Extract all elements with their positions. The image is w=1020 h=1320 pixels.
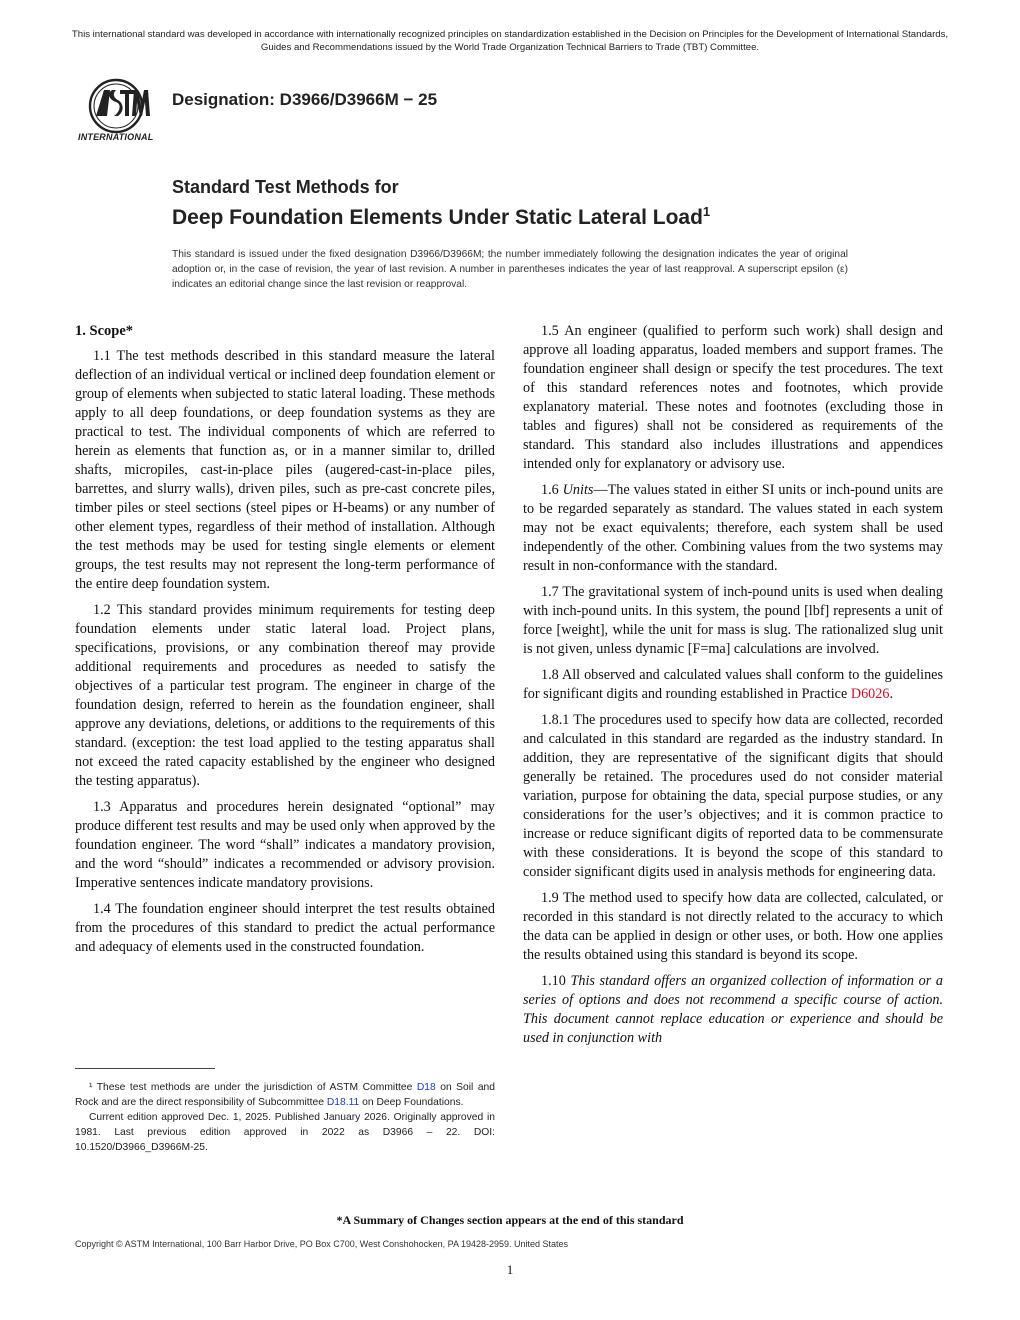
paragraph-1-8-text: 1.8 All observed and calculated values shall conform to the guidelines for significant digits and rounding established in Practice bbox=[523, 667, 943, 702]
link-d6026[interactable]: D6026 bbox=[850, 686, 890, 702]
paragraph-1-6-text: —The values stated in either SI units or inch-pound units are to be regarded separately as standard. The values stated in each system may not be exact equivalents; therefore, each system shall be used independently of the other. Combining values from the two systems may result in non-conformance with the standard. bbox=[523, 482, 943, 574]
logo-wordmark: INTERNATIONAL bbox=[78, 132, 154, 142]
left-column bbox=[75, 322, 495, 964]
title-footnote-ref[interactable]: 1 bbox=[702, 204, 711, 219]
footnote-divider bbox=[75, 1068, 215, 1069]
top-notice: This international standard was developed in accordance with internationally recognized principles on standardization established in the Decision on Principles for the Development of International Standards, Guides and Recommendations issued by the World Trade Organization Technical Barriers to Trade (TBT) Committee. bbox=[71, 29, 949, 53]
paragraph-1-1: 1.1 The test methods described in this standard measure the lateral deflection of an individual vertical or inclined deep foundation element or group of elements when subjected to static lateral loading. These methods apply to all deep foundations, or deep foundation systems as they are practical to test. The individual components of which are referred to herein as elements that function as, or in a manner similar to, drilled shafts, micropiles, cast-in-place piles (augered-cast-in-place piles, barrettes, and slurry walls), driven piles, such as pre-cast concrete piles, timber piles or steel sections (steel pipes or H-beams) or any number of other element types, regardless of their method of installation. Although the test methods may be used for testing single elements or element groups, the test results may not represent the long-term performance of the entire deep foundation system. bbox=[75, 348, 495, 592]
page-number: 1 bbox=[506, 1262, 514, 1277]
paragraph-1-6-italic: Units bbox=[562, 482, 594, 498]
section-heading-scope: 1. Scope* bbox=[75, 323, 133, 339]
paragraph-1-4: 1.4 The foundation engineer should interpret the test results obtained from the procedures of this standard to predict the actual performance and adequacy of elements used in the constructed foundation. bbox=[75, 901, 495, 955]
footnote-edition: Current edition approved Dec. 1, 2025. Published January 2026. Originally approved in 1981. Last previous edition approved in 2022 as D3966 – 22. DOI: 10.1520/D3966_D3966M-25. bbox=[75, 1112, 495, 1153]
footnote-1-text-c: on Deep Foundations. bbox=[359, 1097, 464, 1108]
copyright: Copyright © ASTM International, 100 Barr Harbor Drive, PO Box C700, West Conshohocken, PA 19428-2959. United States bbox=[75, 1239, 569, 1249]
title-main: Deep Foundation Elements Under Static Lateral Load bbox=[172, 206, 703, 229]
title-line-2 bbox=[172, 198, 872, 231]
paragraph-1-2: 1.2 This standard provides minimum requirements for testing deep foundation elements under static lateral load. Project plans, specifications, provisions, or any combination thereof may provide additional requirements and procedures as needed to satisfy the objectives of a particular test program. The engineer in charge of the foundation design, referred to herein as the foundation engineer, shall approve any deviations, deletions, or additions to the requirements of this standard. (exception: the test load applied to the testing apparatus shall not exceed the rated capacity established by the engineer who designed the testing apparatus). bbox=[75, 602, 495, 789]
title-line-1: Standard Test Methods for bbox=[172, 177, 399, 197]
footnotes bbox=[75, 1080, 495, 1155]
paragraph-1-10 bbox=[523, 972, 943, 1048]
paragraph-1-8 bbox=[523, 666, 943, 704]
summary-of-changes-note: *A Summary of Changes section appears at the end of this standard bbox=[336, 1213, 684, 1227]
link-d18[interactable]: D18 bbox=[416, 1082, 436, 1093]
paragraph-1-10-number: 1.10 bbox=[541, 973, 571, 989]
paragraph-1-5: 1.5 An engineer (qualified to perform such work) shall design and approve all loading apparatus, loaded members and support frames. The foundation engineer shall design or specify the test procedures. The text of this standard references notes and footnotes, which provide explanatory material. These notes and footnotes (excluding those in tables and figures) shall not be considered as requirements of the standard. This standard also includes illustrations and appendices intended only for explanatory or advisory use. bbox=[523, 323, 943, 472]
paragraph-1-8-end: . bbox=[889, 686, 893, 702]
paragraph-1-6 bbox=[523, 481, 943, 576]
footnote-1 bbox=[75, 1080, 495, 1110]
footnote-1-text-b: on Soil and Rock and are the direct responsibility of Subcommittee bbox=[75, 1082, 496, 1108]
paragraph-1-8-1: 1.8.1 The procedures used to specify how data are collected, recorded and calculated in this standard are regarded as the industry standard. In addition, they are representative of the significant digits that should generally be retained. The procedures used do not consider material variation, purpose for obtaining the data, special purpose studies, or any considerations for the user’s objectives; and it is common practice to increase or reduce significant digits of reported data to be commensurate with these considerations. It is beyond the scope of this standard to consider significant digits used in analysis methods for engineering data. bbox=[523, 712, 943, 880]
issue-note: This standard is issued under the fixed designation D3966/D3966M; the number immediately following the designation indicates the year of original adoption or, in the case of revision, the year of last revision. A number in parentheses indicates the year of last reapproval. A superscript epsilon (ε) indicates an editorial change since the last revision or reapproval. bbox=[172, 249, 848, 290]
document-title bbox=[172, 176, 872, 231]
paragraph-1-3: 1.3 Apparatus and procedures herein designated “optional” may produce different test results and may be used only when approved by the foundation engineer. The word “shall” indicates a mandatory provision, and the word “should” indicates a recommended or advisory provision. Imperative sentences indicate mandatory provisions. bbox=[75, 799, 495, 891]
paragraph-1-9: 1.9 The method used to specify how data are collected, calculated, or recorded in this standard is not directly related to the accuracy to which the data can be applied in design or other uses, or both. How one applies the results obtained using this standard is beyond its scope. bbox=[523, 890, 943, 963]
footnote-1-text-a: ¹ These test methods are under the jurisdiction of ASTM Committee bbox=[89, 1082, 417, 1093]
paragraph-1-7: 1.7 The gravitational system of inch-pound units is used when dealing with inch-pound units. In this system, the pound [lbf] represents a unit of force [weight], while the unit for mass is slug. The rationalized slug unit is not given, unless dynamic [F=ma] calculations are involved. bbox=[523, 584, 943, 657]
right-column bbox=[523, 322, 943, 1055]
link-d18-11[interactable]: D18.11 bbox=[326, 1097, 360, 1108]
paragraph-1-6-number: 1.6 bbox=[541, 482, 563, 498]
paragraph-1-10-italic: This standard offers an organized collection of information or a series of options and does not recommend a specific course of action. This document cannot replace education or experience and should be used in conjunction with bbox=[523, 973, 943, 1046]
designation: Designation: D3966/D3966M − 25 bbox=[172, 90, 438, 109]
